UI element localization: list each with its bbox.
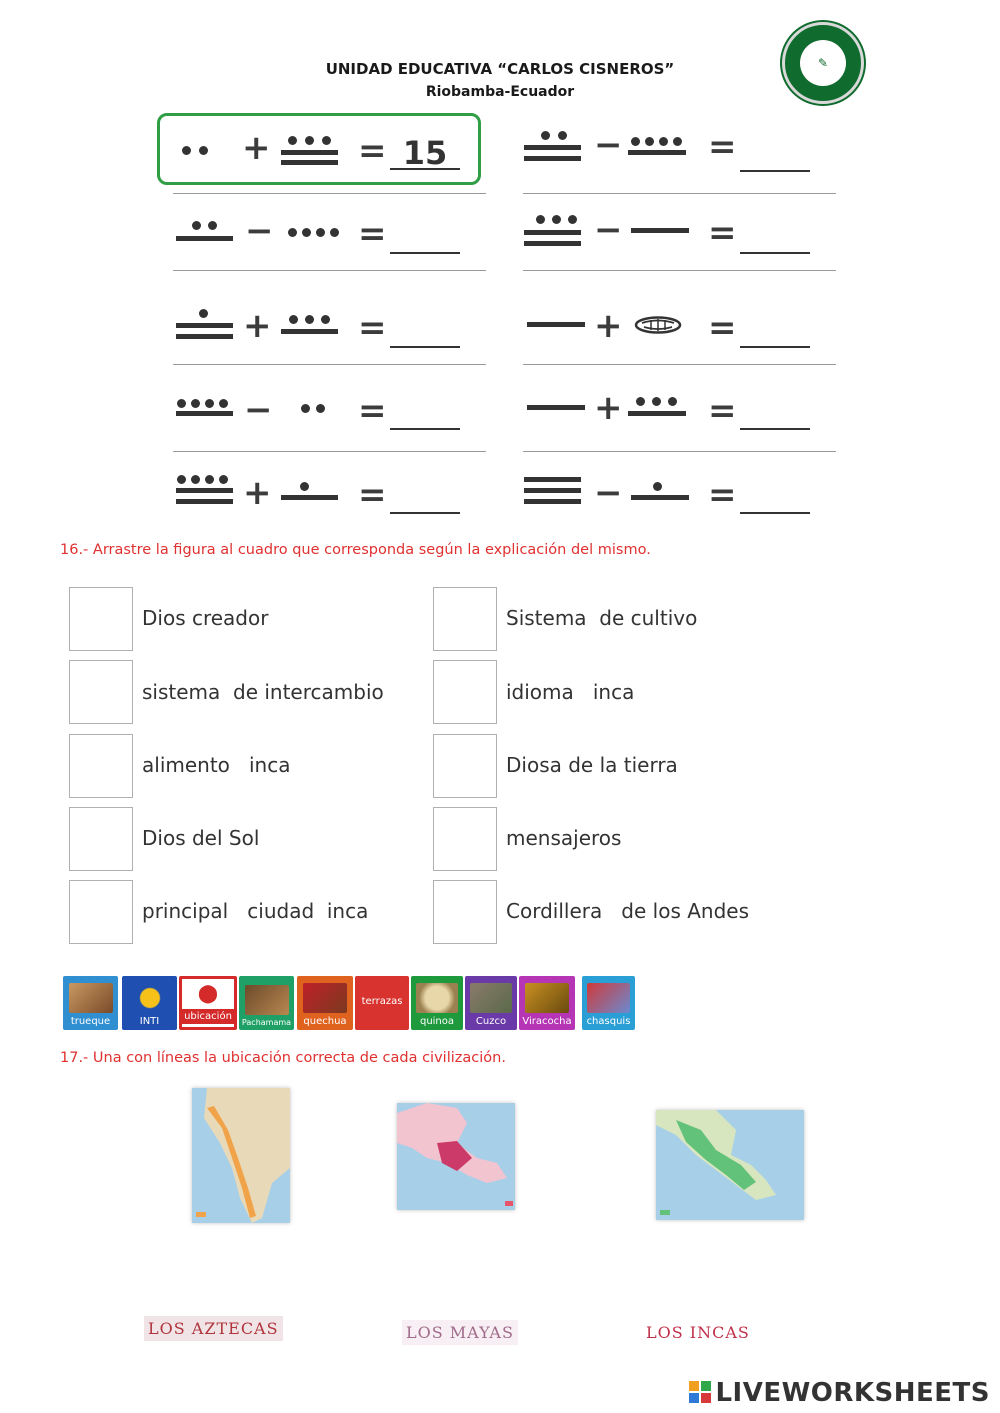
chip-inti[interactable] — [122, 976, 177, 1030]
answer-field-2[interactable] — [740, 140, 810, 172]
equals-sign: = — [358, 214, 387, 254]
drop-box[interactable] — [69, 807, 133, 871]
answer-field-3[interactable] — [390, 222, 460, 254]
drop-label: Dios creador — [142, 606, 269, 630]
school-title: UNIDAD EDUCATIVA “CARLOS CISNEROS” — [325, 60, 675, 78]
ruins-icon — [470, 983, 512, 1013]
equals-sign: = — [708, 213, 737, 253]
chip-trueque[interactable] — [63, 976, 118, 1030]
chip-terrazas[interactable] — [355, 976, 409, 1030]
chip-label: INTI — [139, 1016, 160, 1027]
answer-field-8[interactable] — [740, 398, 810, 430]
label-incas[interactable] — [642, 1320, 754, 1345]
operator: + — [242, 128, 271, 168]
answer-field-5[interactable] — [390, 316, 460, 348]
row-divider — [173, 193, 486, 194]
chip-label: Pachamama — [241, 1018, 292, 1027]
chip-viracocha[interactable] — [519, 976, 575, 1030]
equals-sign: = — [708, 475, 737, 515]
drop-box[interactable] — [433, 807, 497, 871]
equals-sign: = — [708, 308, 737, 348]
chip-cuzco[interactable] — [465, 976, 517, 1030]
people-icon — [303, 983, 348, 1013]
chip-quechua[interactable] — [297, 976, 353, 1030]
trade-scene-icon — [69, 983, 113, 1013]
south-america-map-icon — [192, 1088, 290, 1223]
answer-field-1[interactable]: 15 — [390, 138, 460, 170]
row-divider — [523, 193, 836, 194]
row-divider — [173, 364, 486, 365]
row-divider — [523, 451, 836, 452]
answer-field-10[interactable] — [740, 482, 810, 514]
operator: − — [594, 125, 623, 165]
equals-sign: = — [708, 391, 737, 431]
row-divider — [523, 364, 836, 365]
operator: + — [594, 388, 623, 428]
liveworksheets-mark-icon — [689, 1381, 711, 1403]
earth-goddess-icon — [245, 985, 289, 1015]
chip-pachamama[interactable] — [239, 976, 294, 1030]
liveworksheets-logo — [689, 1378, 990, 1408]
map-inca-region[interactable] — [192, 1088, 290, 1223]
operator: − — [244, 390, 273, 430]
mexico-map-icon — [656, 1110, 804, 1220]
chip-label: quinoa — [419, 1016, 455, 1027]
chip-label: quechua — [303, 1016, 347, 1027]
question-17-prompt: 17.- Una con líneas la ubicación correcta de cada civilización. — [60, 1050, 506, 1066]
chip-ubicacion[interactable] — [179, 976, 237, 1030]
drop-label: mensajeros — [506, 826, 622, 850]
map-maya-region[interactable] — [397, 1103, 515, 1210]
map-aztec-region[interactable] — [656, 1110, 804, 1220]
answer-field-4[interactable] — [740, 222, 810, 254]
creator-god-icon — [525, 983, 570, 1013]
label-aztecas[interactable] — [144, 1316, 283, 1341]
operator: + — [594, 306, 623, 346]
school-location: Riobamba-Ecuador — [425, 84, 575, 100]
operator: + — [243, 473, 272, 513]
drop-box[interactable] — [433, 587, 497, 651]
question-16-prompt: 16.- Arrastre la figura al cuadro que corresponda según la explicación del mismo. — [60, 542, 651, 558]
equals-sign: = — [358, 475, 387, 515]
drop-box[interactable] — [69, 660, 133, 724]
chip-label: terrazas — [361, 996, 403, 1007]
operator: − — [245, 211, 274, 251]
drop-box[interactable] — [433, 734, 497, 798]
messenger-icon — [587, 983, 629, 1013]
sun-icon — [128, 983, 172, 1013]
chip-label: Cuzco — [475, 1016, 507, 1027]
civ-label-text: LOS MAYAS — [406, 1323, 514, 1342]
answer-field-7[interactable] — [390, 398, 460, 430]
grain-bowl-icon — [416, 983, 458, 1013]
operator: − — [594, 210, 623, 250]
drop-box[interactable] — [69, 734, 133, 798]
drop-label: Cordillera de los Andes — [506, 899, 749, 923]
civ-label-text: LOS INCAS — [646, 1323, 750, 1342]
drop-box[interactable] — [69, 880, 133, 944]
row-divider — [173, 451, 486, 452]
equals-sign: = — [358, 308, 387, 348]
drop-label: Diosa de la tierra — [506, 753, 678, 777]
drop-label: idioma inca — [506, 680, 635, 704]
chip-label: Viracocha — [522, 1016, 572, 1027]
maya-zero-shell-icon — [634, 315, 682, 335]
brand-text: LIVEWORKSHEETS — [715, 1378, 990, 1408]
equals-sign: = — [358, 131, 387, 171]
operator: + — [243, 306, 272, 346]
drop-label: principal ciudad inca — [142, 899, 369, 923]
chip-chasquis[interactable] — [582, 976, 635, 1030]
drop-label: sistema de intercambio — [142, 680, 384, 704]
answer-field-9[interactable] — [390, 482, 460, 514]
label-mayas[interactable] — [402, 1320, 518, 1345]
row-divider — [173, 270, 486, 271]
chip-label: trueque — [70, 1016, 111, 1027]
answer-field-6[interactable] — [740, 316, 810, 348]
location-pin-icon: ⬤ — [187, 980, 229, 1006]
drop-label: alimento inca — [142, 753, 291, 777]
school-seal-icon: ✎ — [782, 22, 864, 104]
equals-sign: = — [358, 391, 387, 431]
civ-label-text: LOS AZTECAS — [148, 1319, 279, 1338]
drop-label: Dios del Sol — [142, 826, 260, 850]
mesoamerica-map-icon — [397, 1103, 515, 1210]
operator: − — [594, 473, 623, 513]
drop-box[interactable] — [433, 880, 497, 944]
drop-box[interactable] — [69, 587, 133, 651]
chip-label: ubicación — [182, 1009, 234, 1024]
chip-label: chasquis — [586, 1016, 631, 1027]
row-divider — [523, 270, 836, 271]
drop-box[interactable] — [433, 660, 497, 724]
chip-quinoa[interactable] — [411, 976, 463, 1030]
drop-label: Sistema de cultivo — [506, 606, 698, 630]
equals-sign: = — [708, 127, 737, 167]
